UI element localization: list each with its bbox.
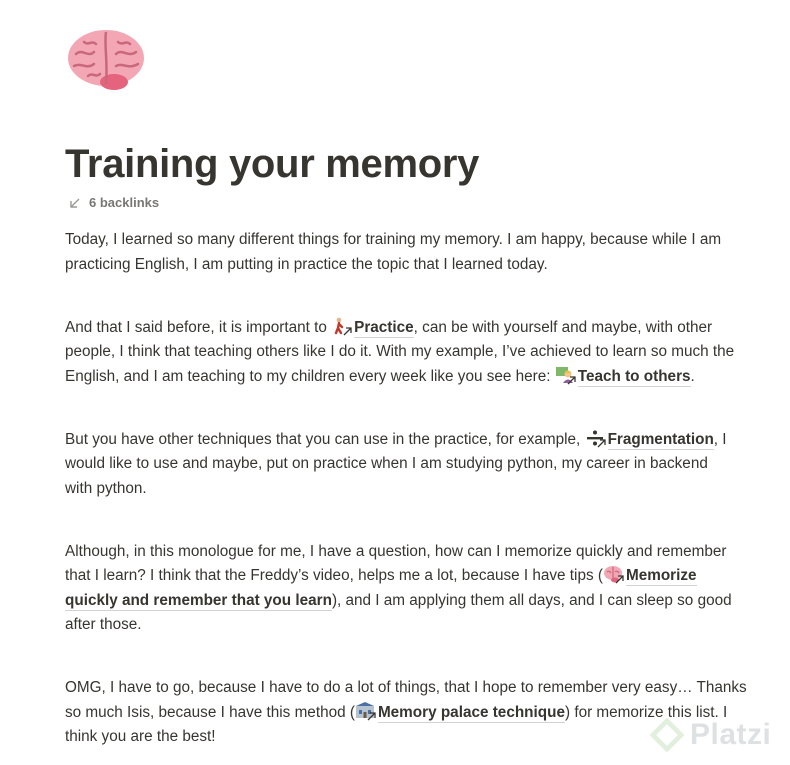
link-fragmentation[interactable]: Fragmentation: [607, 430, 714, 448]
text-line: think you are the best!: [65, 728, 216, 745]
paragraph-3: [65, 428, 775, 502]
text-segment: that I learn? I think that the Freddy’s video, helps me a lot, because I have tips (: [65, 567, 603, 584]
text-line: Today, I learned so many different things for training my memory. I am happy, because while I am: [65, 231, 722, 248]
text-line: [65, 589, 775, 614]
text-line: [65, 365, 775, 390]
person-walking-icon: [331, 317, 351, 335]
platzi-watermark: [650, 718, 771, 752]
backlinks-label: 6 backlinks: [89, 195, 160, 210]
text-line: [65, 428, 775, 453]
text-segment: so much Isis, because I have this method (: [65, 703, 355, 721]
text-line: [65, 564, 775, 589]
palace-icon: [355, 702, 375, 720]
page-content: [65, 228, 775, 750]
text-line: with python.: [65, 479, 147, 497]
page-brain-icon[interactable]: [64, 24, 148, 94]
text-segment: But you have other techniques that you can use in the practice, for example,: [65, 430, 585, 448]
text-segment: English, and I am teaching to my children every week like you see here:: [65, 367, 555, 385]
link-memorize-quickly-cont[interactable]: quickly and remember that you learn: [65, 591, 332, 609]
paragraph-1: [65, 228, 775, 277]
text-line: would like to use and maybe, put on practice when I am studying python, my career in backend: [65, 455, 708, 472]
link-practice[interactable]: Practice: [354, 318, 414, 336]
text-segment: ) for memorize this list. I: [564, 703, 728, 721]
brain-icon: [603, 565, 623, 583]
link-memory-palace[interactable]: Memory palace technique: [377, 703, 565, 721]
text-line: Although, in this monologue for me, I have a question, how can I memorize quickly and remember: [65, 542, 727, 560]
text-segment: .: [690, 367, 695, 385]
text-line: practicing English, I am putting in practice the topic that I learned today.: [65, 255, 548, 273]
text-segment: And that I said before, it is important to: [65, 318, 332, 336]
text-line: [65, 316, 775, 341]
paragraph-2: [65, 316, 775, 390]
text-segment: ), and I am applying them all days, and I can sleep so good: [331, 591, 732, 609]
watermark-text: Platzi: [690, 718, 772, 751]
page-title: Training your memory: [65, 142, 480, 186]
arrow-down-left-icon: [69, 197, 81, 209]
teacher-icon: [555, 366, 575, 384]
text-segment: , I: [713, 430, 727, 448]
paragraph-4: [65, 540, 775, 638]
text-line: after those.: [65, 616, 142, 633]
text-segment: , can be with yourself and maybe, with other: [413, 318, 713, 336]
divide-icon: [585, 429, 605, 447]
text-line: OMG, I have to go, because I have to do a lot of things, that I hope to remember very easy… Thanks: [65, 679, 747, 696]
backlinks-button[interactable]: [69, 195, 159, 210]
platzi-logo-icon: [650, 718, 684, 752]
text-line: people, I think that teaching others like I do it. With my example, I’ve achieved to learn so much the: [65, 343, 735, 360]
link-memorize-quickly[interactable]: Memorize: [625, 567, 697, 584]
link-teach-to-others[interactable]: Teach to others: [577, 367, 691, 385]
